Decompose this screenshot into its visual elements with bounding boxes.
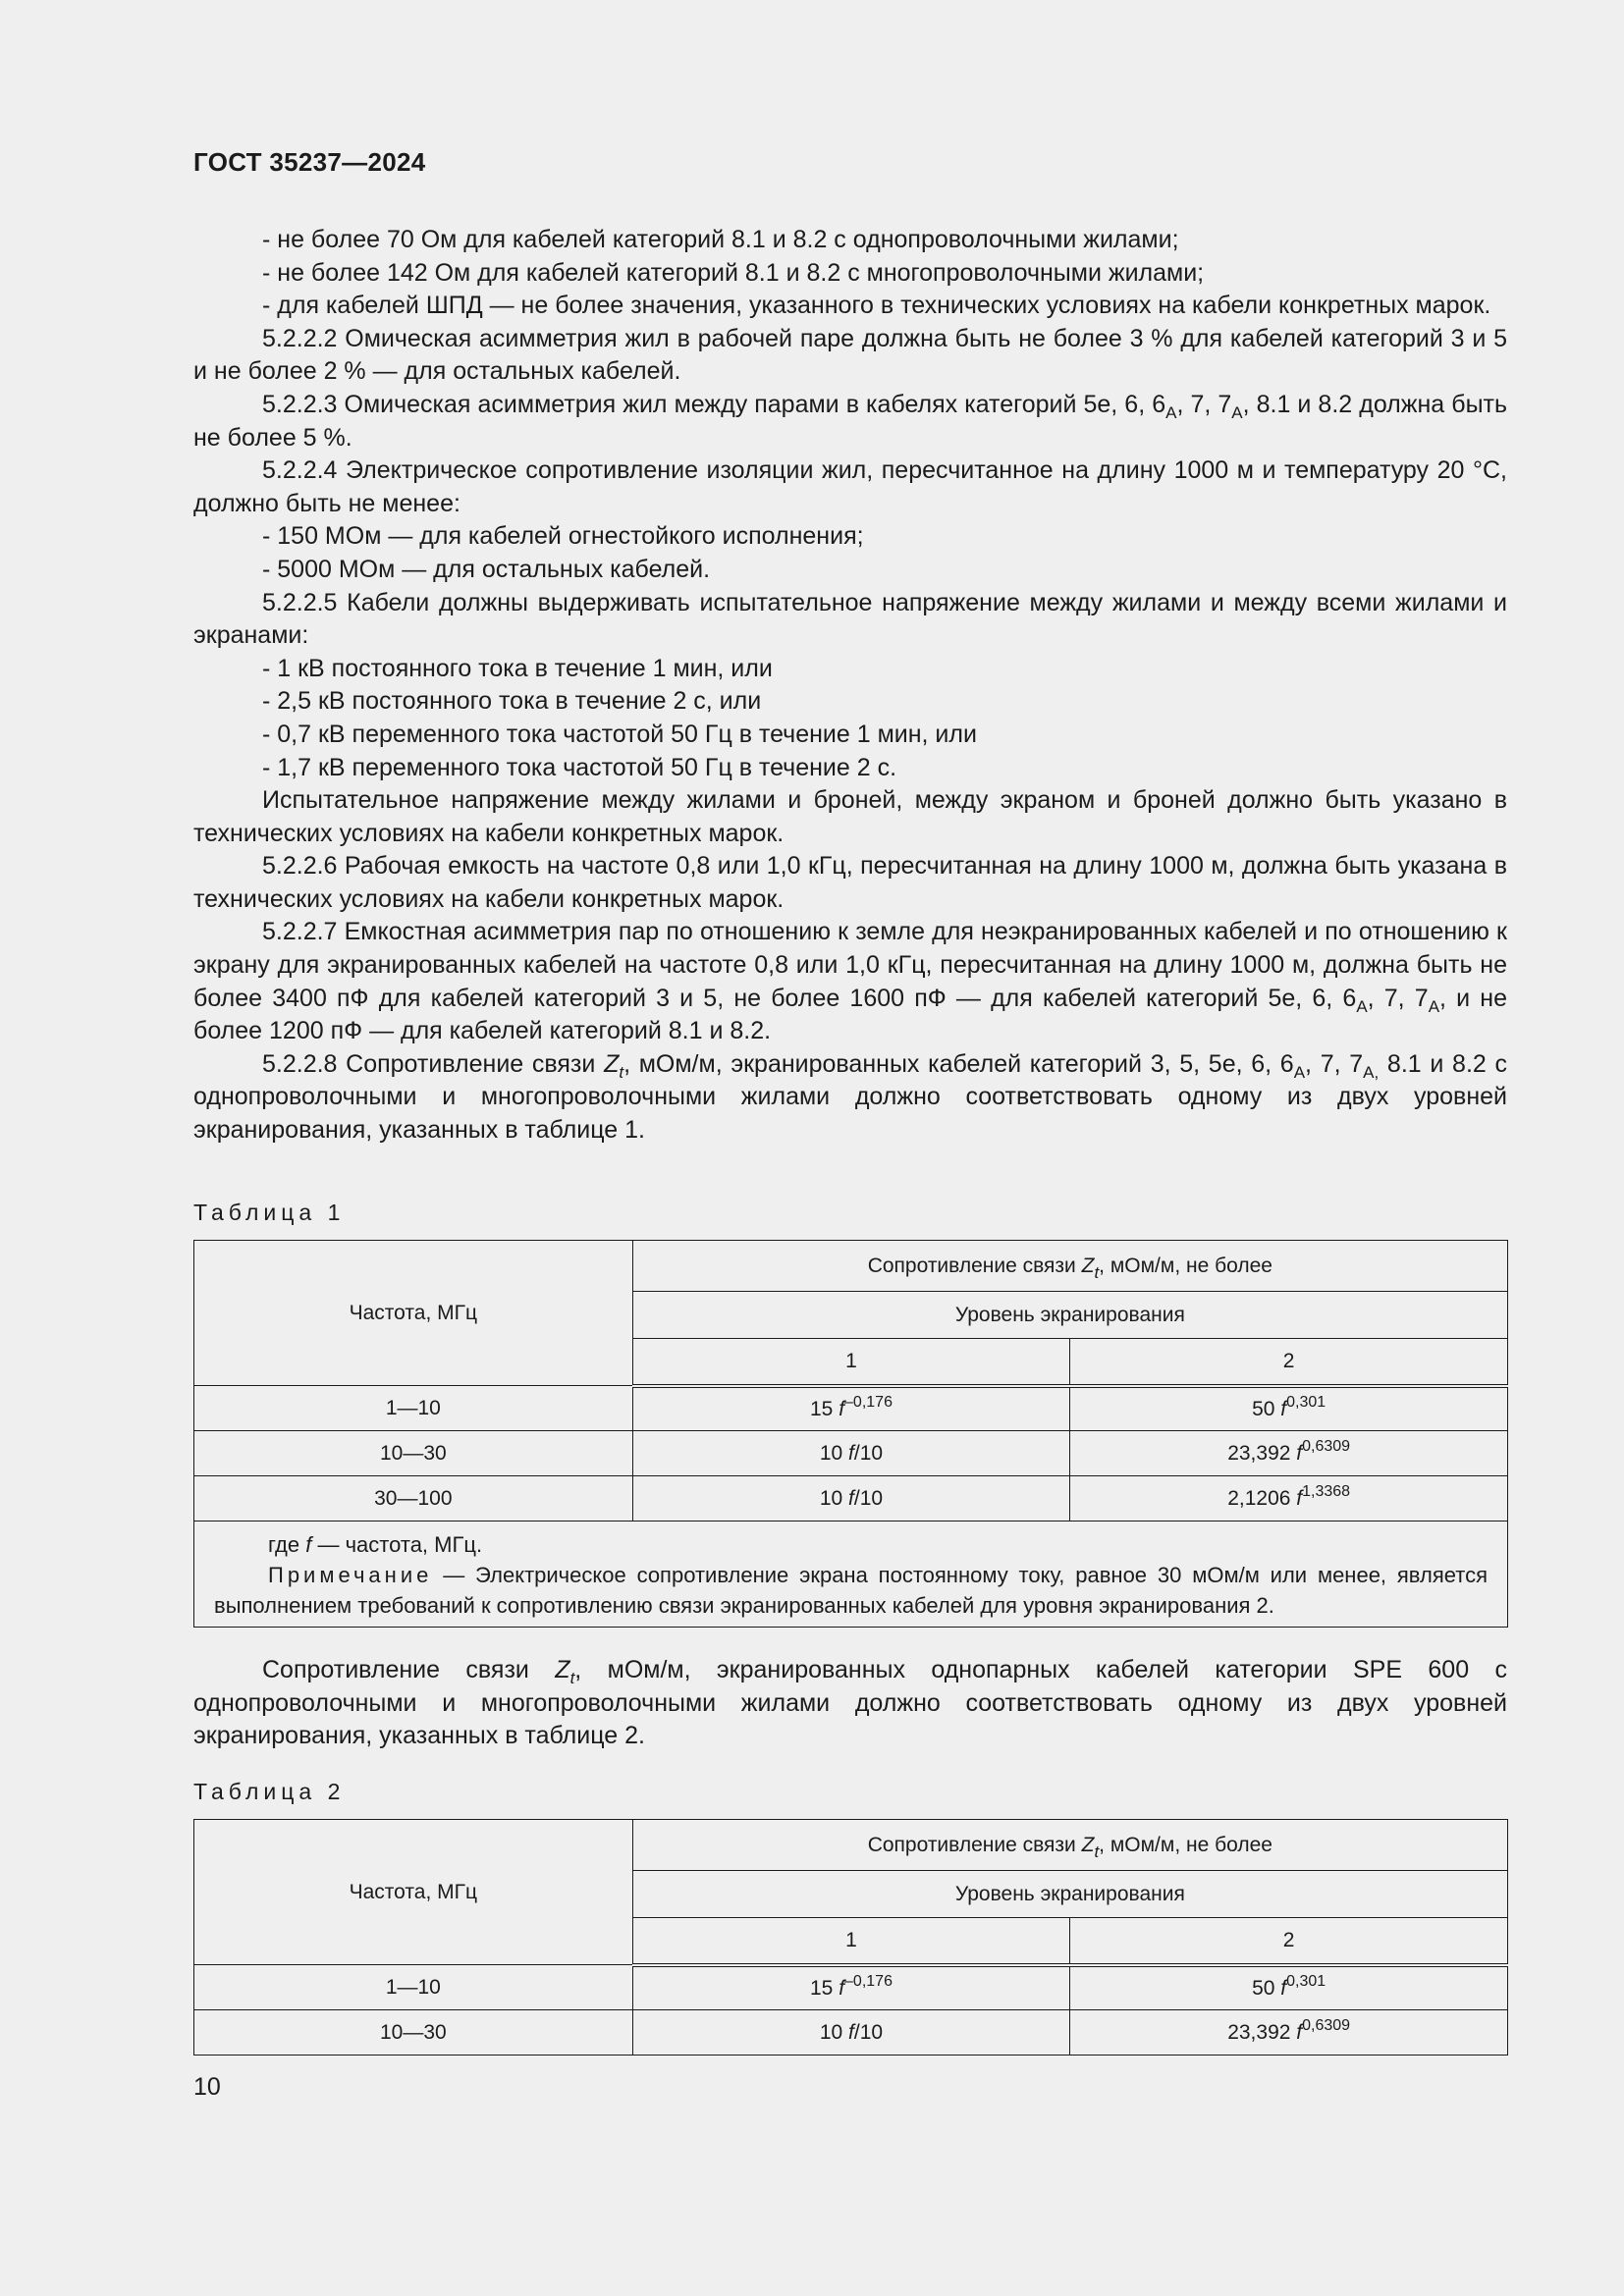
- cell-level-1: 10 f/10: [632, 1431, 1070, 1476]
- page-number: 10: [193, 2073, 221, 2101]
- body-text: [193, 224, 1507, 1148]
- cell-freq: 10—30: [194, 2010, 633, 2056]
- header-resistance: Сопротивление связи $Z_t$, мОм/м, не более: [632, 1241, 1507, 1292]
- paragraph: 5.2.2.4 Электрическое сопротивление изоляции жил, пересчитанное на длину 1000 м и температуру 20 °С, должно быть не менее:: [193, 456, 1507, 517]
- cell-level-2: 23,392 $f^{0,6309}$: [1070, 1431, 1508, 1476]
- header-level: Уровень экранирования: [632, 1292, 1507, 1339]
- list-item: - 2,5 кВ постоянного тока в течение 2 с, или: [262, 687, 762, 716]
- list-item: - 1 кВ постоянного тока в течение 1 мин, или: [262, 654, 773, 682]
- note-text: Примечание — Электрическое сопротивление экрана постоянному току, равное 30 мОм/м или менее, является выполнением требований к сопротивлению связи экранированных кабелей для уровня экранирования 2.: [214, 1563, 1488, 1618]
- table-row: [194, 1965, 1508, 2010]
- table-row: [194, 1386, 1508, 1431]
- cell-freq: 30—100: [194, 1476, 633, 1522]
- cell-level-1: 15 $f^{-0,176}$: [632, 1965, 1070, 2010]
- table-note-row: [194, 1522, 1508, 1628]
- paragraph: 5.2.2.6 Рабочая емкость на частоте 0,8 или 1,0 кГц, пересчитанная на длину 1000 м, должна быть указана в технических условиях на кабели конкретных марок.: [193, 852, 1507, 913]
- header-level: Уровень экранирования: [632, 1871, 1507, 1918]
- cell-level-2: 23,392 $f^{0,6309}$: [1070, 2010, 1508, 2056]
- paragraph: 5.2.2.2 Омическая асимметрия жил в рабочей паре должна быть не более 3 % для кабелей категорий 3 и 5 и не более 2 % — для остальных кабелей.: [193, 324, 1507, 386]
- cell-level-1: 15 $f^{-0,176}$: [632, 1386, 1070, 1431]
- table-row: [194, 2010, 1508, 2056]
- list-item: - 150 МОм — для кабелей огнестойкого исполнения;: [262, 522, 864, 551]
- table-note: [194, 1522, 1508, 1628]
- list-item: - для кабелей ШПД — не более значения, указанного в технических условиях на кабели конкретных марок.: [262, 292, 1491, 320]
- cell-level-1: 10 f/10: [632, 1476, 1070, 1522]
- paragraph: Сопротивление связи $Z_t$, мОм/м, экранированных однопарных кабелей категории SPE 600 с однопроволочными и многопроволочными жилами должно соответствовать одному из двух уровней экранирования, указанных в таблице 2.: [193, 1656, 1507, 1750]
- where-clause: где f — частота, МГц.: [268, 1532, 483, 1557]
- cell-level-2: 50 $f^{0,301}$: [1070, 1965, 1508, 2010]
- table-2: [193, 1819, 1508, 2056]
- cell-level-1: 10 f/10: [632, 2010, 1070, 2056]
- paragraph: 5.2.2.8 Сопротивление связи $Z_t$, мОм/м, экранированных кабелей категорий 3, 5, 5е, 6, $6_A$, 7, $7_{A,}$ 8.1 и 8.2 с однопроволочными и многопроволочными жилами должно соответствовать одному из двух уровней экранирования, указанных в таблице 1.: [193, 1049, 1507, 1145]
- list-item: - не более 142 Ом для кабелей категорий 8.1 и 8.2 с многопроволочными жилами;: [262, 258, 1205, 287]
- header-level-1: 1: [632, 1339, 1070, 1386]
- table-row: [194, 1476, 1508, 1522]
- header-level-2: 2: [1070, 1918, 1508, 1965]
- table-caption: Таблица 1: [193, 1200, 346, 1225]
- list-item: - 1,7 кВ переменного тока частотой 50 Гц в течение 2 с.: [262, 753, 897, 781]
- cell-freq: 10—30: [194, 1431, 633, 1476]
- list-item: - не более 70 Ом для кабелей категорий 8.1 и 8.2 с однопроволочными жилами;: [262, 226, 1179, 253]
- cell-freq: 1—10: [194, 1965, 633, 2010]
- list-item: - 0,7 кВ переменного тока частотой 50 Гц в течение 1 мин, или: [262, 720, 977, 748]
- document-header: ГОСТ 35237—2024: [193, 147, 426, 177]
- header-frequency: Частота, МГц: [194, 1820, 633, 1965]
- cell-level-2: 2,1206 $f^{1,3368}$: [1070, 1476, 1508, 1522]
- table-caption: Таблица 2: [193, 1779, 346, 1804]
- cell-level-2: 50 $f^{0,301}$: [1070, 1386, 1508, 1431]
- paragraph: Испытательное напряжение между жилами и броней, между экраном и броней должно быть указано в технических условиях на кабели конкретных марок.: [193, 786, 1507, 847]
- paragraph: 5.2.2.5 Кабели должны выдерживать испытательное напряжение между жилами и между всеми жилами и экранами:: [193, 588, 1507, 650]
- cell-freq: 1—10: [194, 1386, 633, 1431]
- header-level-1: 1: [632, 1918, 1070, 1965]
- paragraph: 5.2.2.3 Омическая асимметрия жил между парами в кабелях категорий 5е, 6, $6_A$, 7, $7_A$, 8.1 и 8.2 должна быть не более 5 %.: [193, 390, 1508, 452]
- header-level-2: 2: [1070, 1339, 1508, 1386]
- header-frequency: Частота, МГц: [194, 1241, 633, 1386]
- table-1: [193, 1240, 1508, 1628]
- header-resistance: Сопротивление связи $Z_t$, мОм/м, не более: [632, 1820, 1507, 1871]
- paragraph: 5.2.2.7 Емкостная асимметрия пар по отношению к земле для неэкранированных кабелей и по отношению к экрану для экранированных кабелей на частоте 0,8 или 1,0 кГц, пересчитанная на длину 1000 м, должна быть не более 3400 пФ для кабелей категорий 3 и 5, не более 1600 пФ — для кабелей категорий 5е, 6, $6_A$, 7, $7_A$, и не более 1200 пФ — для кабелей категорий 8.1 и 8.2.: [193, 918, 1507, 1045]
- list-item: - 5000 МОм — для остальных кабелей.: [262, 555, 711, 583]
- table-row: [194, 1431, 1508, 1476]
